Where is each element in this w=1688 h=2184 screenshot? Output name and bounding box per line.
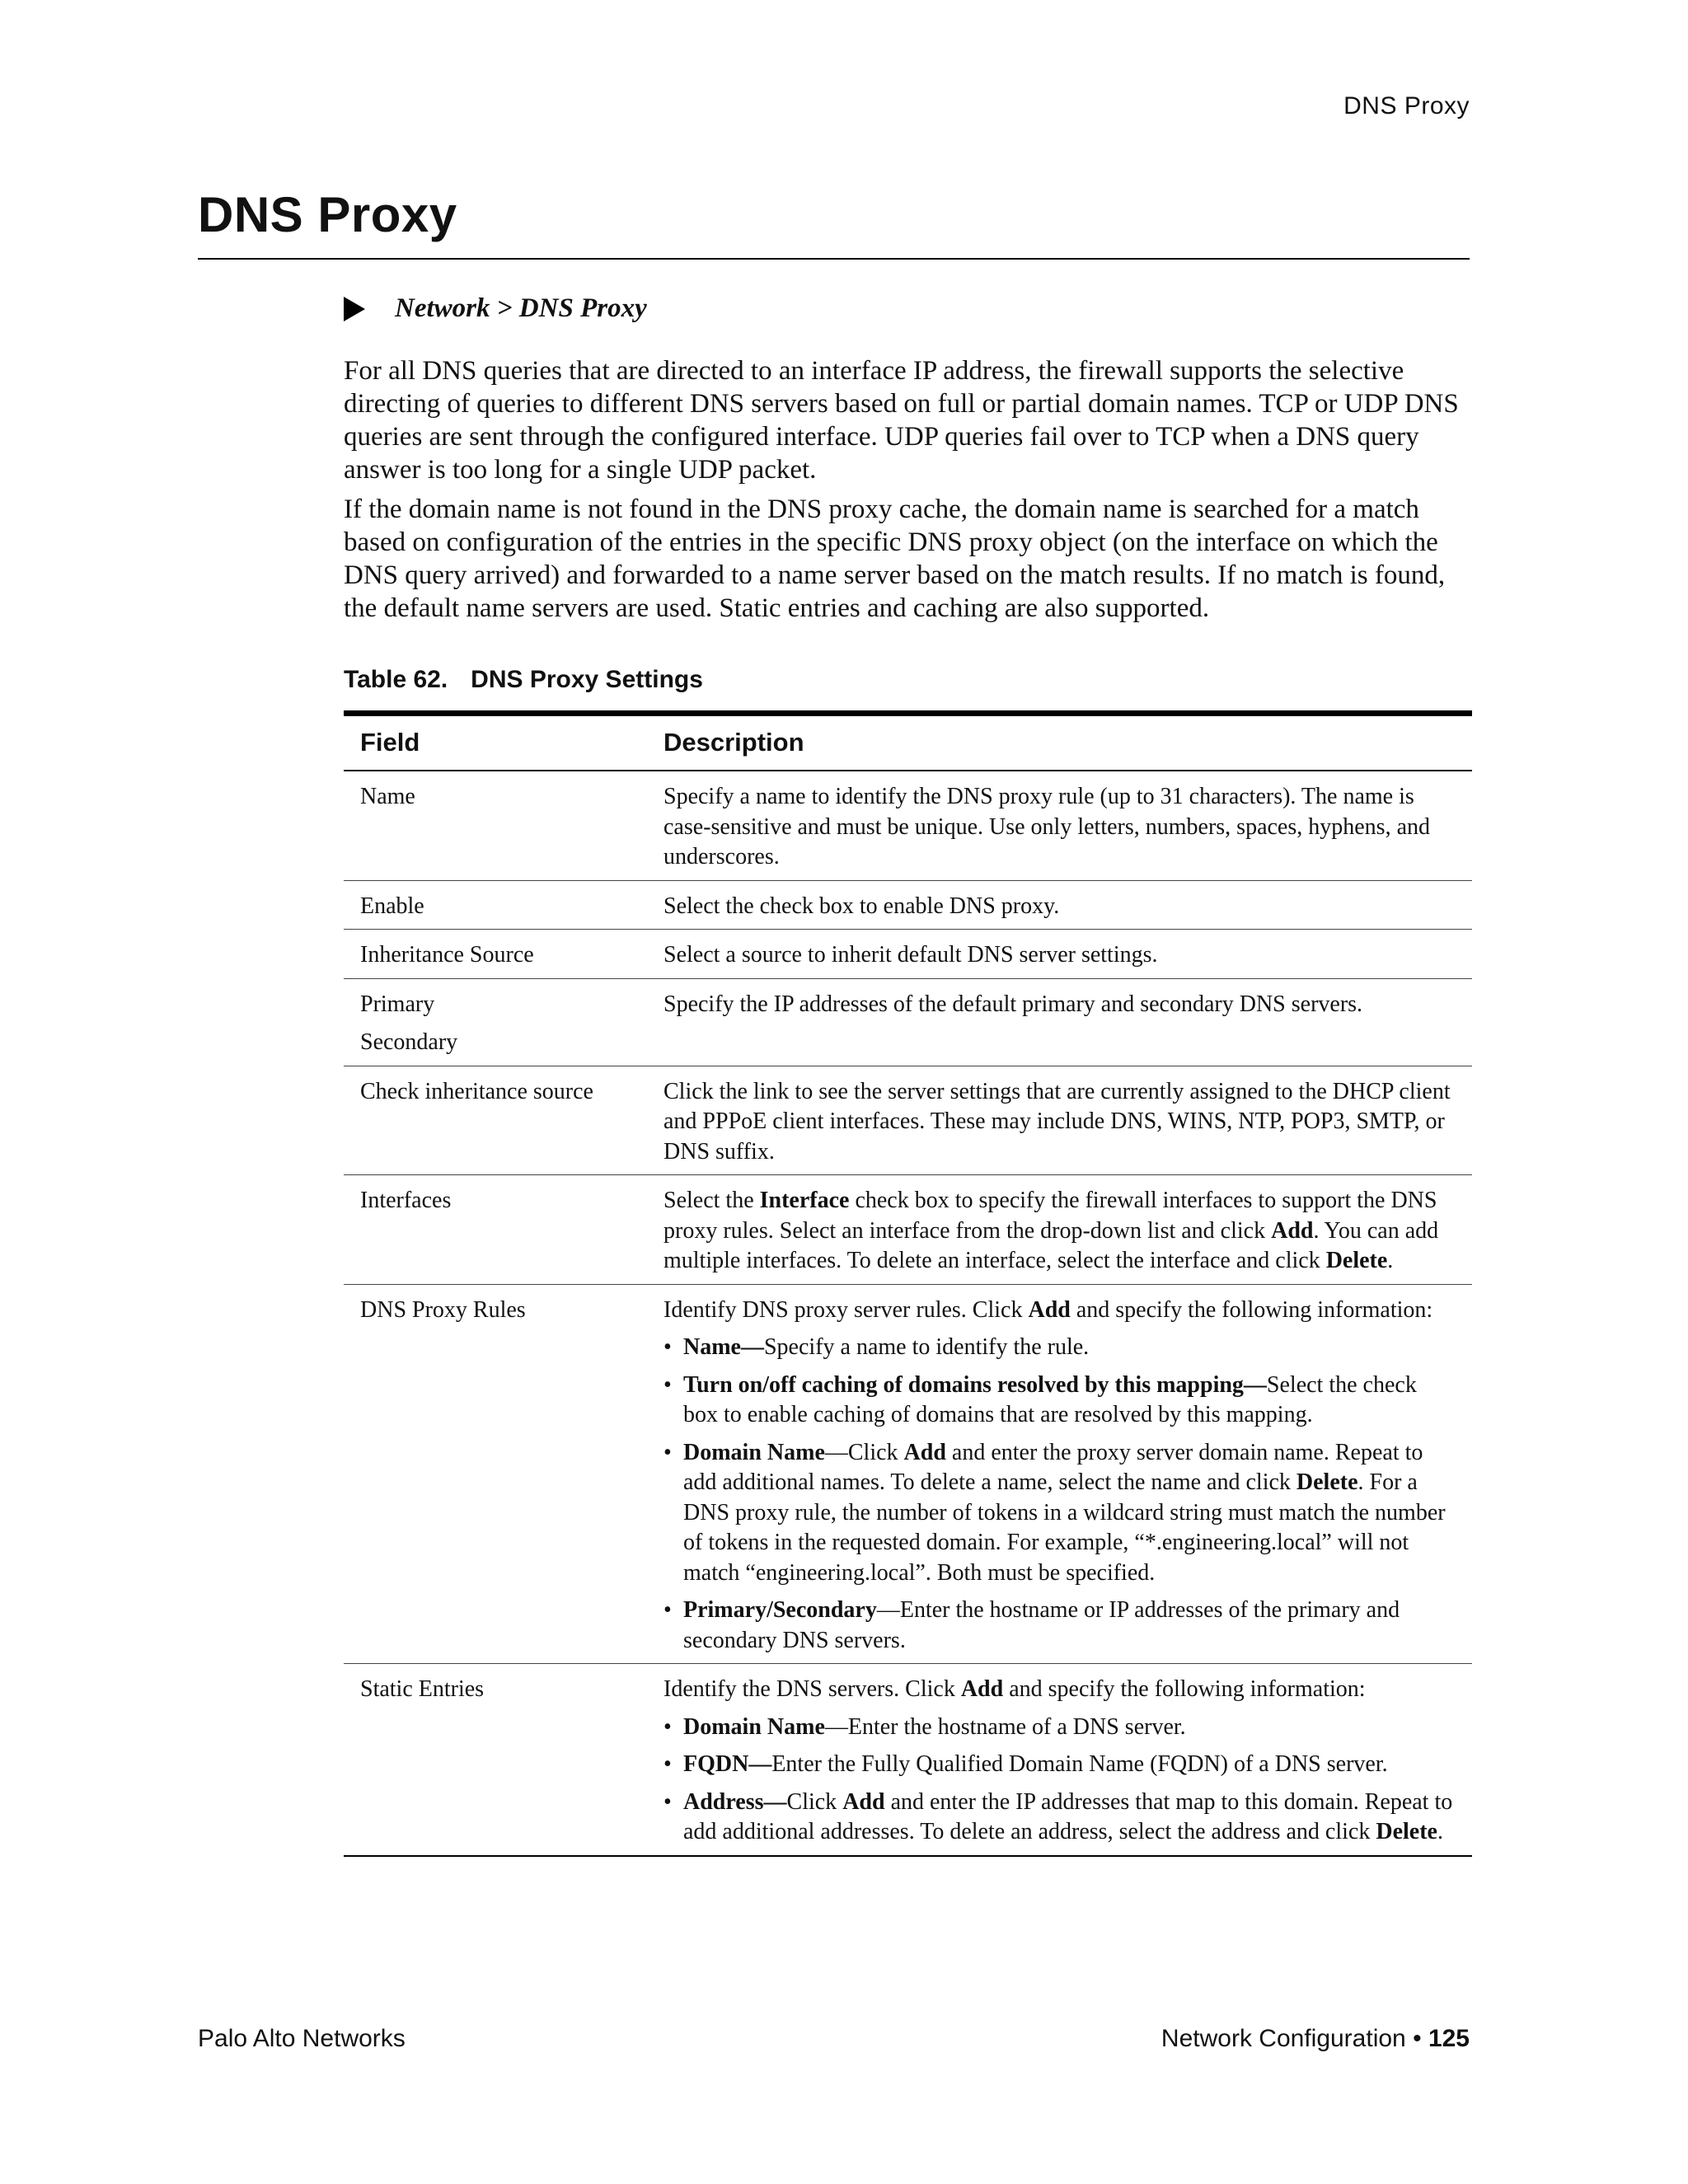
description-cell xyxy=(647,1175,1472,1285)
table-row xyxy=(344,1284,1472,1664)
table-row xyxy=(344,930,1472,979)
description-cell: Click the link to see the server settings that are currently assigned to the DHCP client and PPPoE client interfaces. These may include DNS, WINS, NTP, POP3, SMTP, or DNS suffix. xyxy=(647,1066,1472,1175)
desc-text: Identify the DNS servers. Click xyxy=(663,1676,961,1702)
bullet-label: Address— xyxy=(683,1788,787,1815)
desc-text: and specify the following information: xyxy=(1070,1296,1433,1323)
table-header-row xyxy=(344,714,1472,771)
bullet-text: —Enter the hostname or IP addresses of the primary and secondary DNS servers. xyxy=(683,1597,1400,1653)
description-cell xyxy=(647,1664,1472,1856)
table-row xyxy=(344,771,1472,880)
intro-text xyxy=(344,354,1477,631)
footer-bullet: • xyxy=(1413,2025,1422,2052)
desc-text: . You can add multiple interfaces. To delete an interface, select the interface and click xyxy=(663,1217,1439,1273)
bullet-list xyxy=(663,1713,1456,1848)
intro-paragraph: If the domain name is not found in the DNS proxy cache, the domain name is searched for a match based on configuration of the entries in the specific DNS proxy object (on the interface on which the DNS query arrived) and forwarded to a name server based on the match results. If no match is found, the default name servers are used. Static entries and caching are also supported. xyxy=(344,494,1446,623)
bullet-text: Specify a name to identify the rule. xyxy=(763,1334,1090,1360)
bullet-text: and enter the IP addresses that map to this domain. Repeat to add additional addresses. To delete an address, select the address and click xyxy=(683,1788,1453,1844)
triangle-arrow-icon xyxy=(344,297,365,321)
bullet-bold-add: Add xyxy=(903,1439,946,1465)
description-cell: Select a source to inherit default DNS server settings. xyxy=(647,930,1472,979)
field-cell: Inheritance Source xyxy=(344,930,647,979)
list-item xyxy=(663,1438,1456,1589)
bullet-label: Turn on/off caching of domains resolved by this mapping— xyxy=(683,1371,1267,1398)
bullet-text: . For a DNS proxy rule, the number of tokens in a wildcard string must match the number of tokens in the requested domain. For example, “*.engineering.local” will not match “engineering.local”. Both must be specified. xyxy=(683,1469,1446,1586)
bullet-bold-delete: Delete xyxy=(1296,1469,1358,1495)
list-item xyxy=(663,1788,1456,1848)
field-cell: Interfaces xyxy=(344,1175,647,1285)
field-cell: Static Entries xyxy=(344,1664,647,1856)
desc-intro xyxy=(663,1296,1456,1326)
navigation-path-text: Network > DNS Proxy xyxy=(395,293,647,323)
navigation-path xyxy=(344,293,647,324)
table-row xyxy=(344,880,1472,930)
desc-bold-interface: Interface xyxy=(759,1188,850,1213)
description-cell: Specify the IP addresses of the default primary and secondary DNS servers. xyxy=(647,978,1472,1066)
list-item xyxy=(663,1750,1456,1780)
bullet-text: —Enter the hostname of a DNS server. xyxy=(824,1713,1186,1740)
list-item xyxy=(663,1596,1456,1656)
bullet-label: FQDN— xyxy=(683,1751,772,1777)
bullet-label: Domain Name xyxy=(683,1439,825,1465)
field-cell xyxy=(344,978,647,1066)
desc-text: Select the xyxy=(663,1188,760,1213)
field-cell: Name xyxy=(344,771,647,880)
bullet-label: Domain Name xyxy=(683,1713,825,1740)
footer-page-info xyxy=(1161,2025,1470,2053)
bullet-bold-add: Add xyxy=(842,1788,885,1815)
column-header-field: Field xyxy=(344,714,647,771)
desc-intro xyxy=(663,1675,1456,1705)
list-item xyxy=(663,1371,1456,1431)
desc-text: and specify the following information: xyxy=(1003,1676,1366,1702)
page-title: DNS Proxy xyxy=(198,187,457,242)
page-number: 125 xyxy=(1428,2025,1470,2052)
running-header: DNS Proxy xyxy=(1343,92,1470,120)
list-item xyxy=(663,1333,1456,1363)
bullet-text: —Click xyxy=(824,1439,904,1465)
bullet-text: Select the check box to enable caching of domains that are resolved by this mapping. xyxy=(683,1371,1417,1427)
table-row xyxy=(344,978,1472,1066)
desc-bold-add: Add xyxy=(960,1676,1004,1702)
intro-paragraph: For all DNS queries that are directed to an interface IP address, the firewall supports the selective directing of queries to different DNS servers based on full or partial domain names. TCP or UDP DNS queries are sent through the configured interface. UDP queries fail over to TCP when a DNS query answer is too long for a single UDP packet. xyxy=(344,356,1459,485)
table-caption-title: DNS Proxy Settings xyxy=(471,666,703,693)
list-item xyxy=(663,1713,1456,1743)
table-row xyxy=(344,1066,1472,1175)
desc-bold-add: Add xyxy=(1028,1296,1071,1323)
bullet-label: Primary/Secondary xyxy=(683,1597,877,1623)
description-cell: Select the check box to enable DNS proxy. xyxy=(647,880,1472,930)
desc-text: Identify DNS proxy server rules. Click xyxy=(663,1296,1029,1323)
field-cell: Enable xyxy=(344,880,647,930)
desc-text: check box to specify the firewall interfaces to support the DNS proxy rules. Select an interface from the drop-down list and click xyxy=(663,1188,1437,1244)
bullet-text: and enter the proxy server domain name. Repeat to add additional names. To delete a name, select the name and click xyxy=(683,1439,1423,1495)
bullet-bold-delete: Delete xyxy=(1376,1819,1437,1844)
desc-bold-delete: Delete xyxy=(1325,1248,1388,1273)
footer-company: Palo Alto Networks xyxy=(198,2025,406,2052)
desc-text: . xyxy=(1387,1248,1394,1273)
table-row xyxy=(344,1664,1472,1856)
table-row xyxy=(344,1175,1472,1285)
bullet-text: Click xyxy=(786,1788,843,1815)
bullet-label: Name— xyxy=(683,1334,764,1360)
footer-section: Network Configuration xyxy=(1160,2025,1406,2052)
desc-bold-add: Add xyxy=(1271,1217,1314,1244)
table-caption xyxy=(344,666,703,694)
bullet-text: . xyxy=(1437,1819,1443,1844)
bullet-text: Enter the Fully Qualified Domain Name (FQDN) of a DNS server. xyxy=(771,1751,1388,1777)
description-cell xyxy=(647,1284,1472,1664)
field-primary: Primary xyxy=(360,991,435,1017)
bullet-list xyxy=(663,1333,1456,1656)
table-caption-number: Table 62. xyxy=(344,666,448,693)
description-cell: Specify a name to identify the DNS proxy rule (up to 31 characters). The name is case-sensitive and must be unique. Use only letters, numbers, spaces, hyphens, and underscores. xyxy=(647,771,1472,880)
field-cell: DNS Proxy Rules xyxy=(344,1284,647,1664)
column-header-description: Description xyxy=(647,714,1472,771)
field-secondary: Secondary xyxy=(360,1029,458,1055)
title-rule xyxy=(198,258,1470,260)
field-cell: Check inheritance source xyxy=(344,1066,647,1175)
dns-proxy-settings-table xyxy=(344,710,1472,1857)
